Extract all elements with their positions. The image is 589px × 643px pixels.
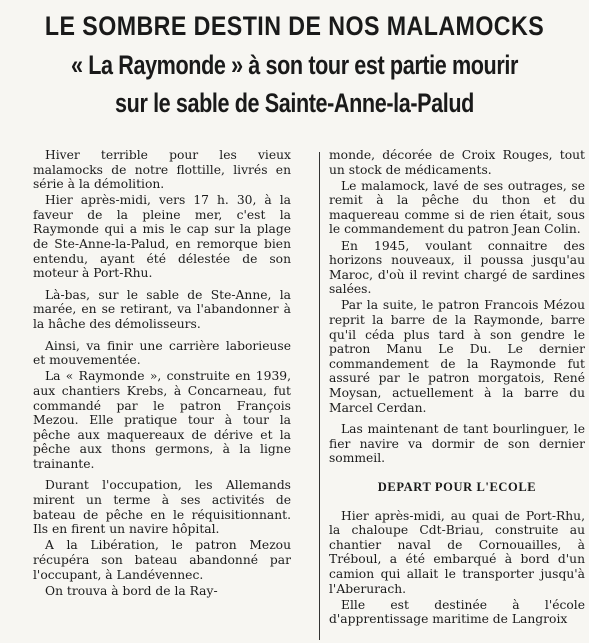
- paragraph: Là-bas, sur le sable de Ste-Anne, la marée, en se retirant, va l'abandonner à la hâche des démolisseurs.: [33, 287, 291, 332]
- paragraph: En 1945, voulant connaitre des horizons nouveaux, il poussa jusqu'au Maroc, d'où il revint chargé de sardines salées.: [329, 238, 585, 297]
- paragraph: Le malamock, lavé de ses outrages, se remit à la pêche du thon et du maquereau comme si de rien était, sous le commandement du patron Jean Colin.: [329, 178, 585, 237]
- paragraph: La « Raymonde », construite en 1939, aux chantiers Krebs, à Concarneau, fut commandé par le patron François Mezou. Elle pratique tour à tour la pêche aux maquereaux de dérive et la pêche aux thons germons, à la ligne trainante.: [33, 369, 291, 471]
- section-subhead: DEPART POUR L'ECOLE: [377, 479, 537, 494]
- paragraph: Durant l'occupation, les Allemands mirent un terme à ses activités de bateau de pêche en le réquisitionnant. Ils en firent un navire hôpital.: [33, 478, 291, 537]
- paragraph: Las maintenant de tant bourlinguer, le fier navire va dormir de son dernier sommeil.: [329, 422, 585, 466]
- paragraph: Hier après-midi, vers 17 h. 30, à la faveur de la pleine mer, c'est la Raymonde qui a mis le cap sur la plage de Ste-Anne-la-Palud, en remorque bien entendu, ayant été délestée de son moteur à Port-Rhu.: [33, 193, 291, 281]
- paragraph: Ainsi, va finir une carrière laborieuse et mouvementée.: [33, 338, 291, 368]
- paragraph: A la Libération, le patron Mezou récupéra son bateau abandonné par l'occupant, à Landévennec.: [33, 538, 291, 582]
- headline-line-2: « La Raymonde » à son tour est partie mourir: [71, 50, 518, 80]
- paragraph: Elle est destinée à l'école d'apprentissage maritime de Langroix: [329, 597, 585, 627]
- paragraph: monde, décorée de Croix Rouges, tout un stock de médicaments.: [329, 148, 585, 177]
- right-column: [329, 148, 585, 628]
- column-divider: [319, 152, 320, 640]
- headline-block: [0, 6, 589, 121]
- headline-line-3: sur le sable de Sainte-Anne-la-Palud: [115, 88, 474, 118]
- paragraph: Hier après-midi, au quai de Port-Rhu, la chaloupe Cdt-Briau, construite au chantier naval de Cornouailles, à Tréboul, a été embarqué à bord d'un camion qui allait le transporter jusqu'à l'Aberurach.: [329, 508, 585, 596]
- article-body: [33, 148, 585, 643]
- paragraph: Par la suite, le patron Francois Mézou reprit la barre de la Raymonde, barre qu'il céda plus tard à son gendre le patron Manu Le Du. Le dernier commandement de la Raymonde fut assuré par le patron morgatois, René Moysan, actuellement à la barre du Marcel Cerdan.: [329, 298, 585, 415]
- left-column: [33, 148, 291, 600]
- paragraph: Hiver terrible pour les vieux malamocks de notre flottille, livrés en série à la démolition.: [33, 148, 291, 192]
- paragraph: On trouva à bord de la Ray-: [45, 583, 218, 598]
- headline-line-1: LE SOMBRE DESTIN DE NOS MALAMOCKS: [44, 11, 545, 41]
